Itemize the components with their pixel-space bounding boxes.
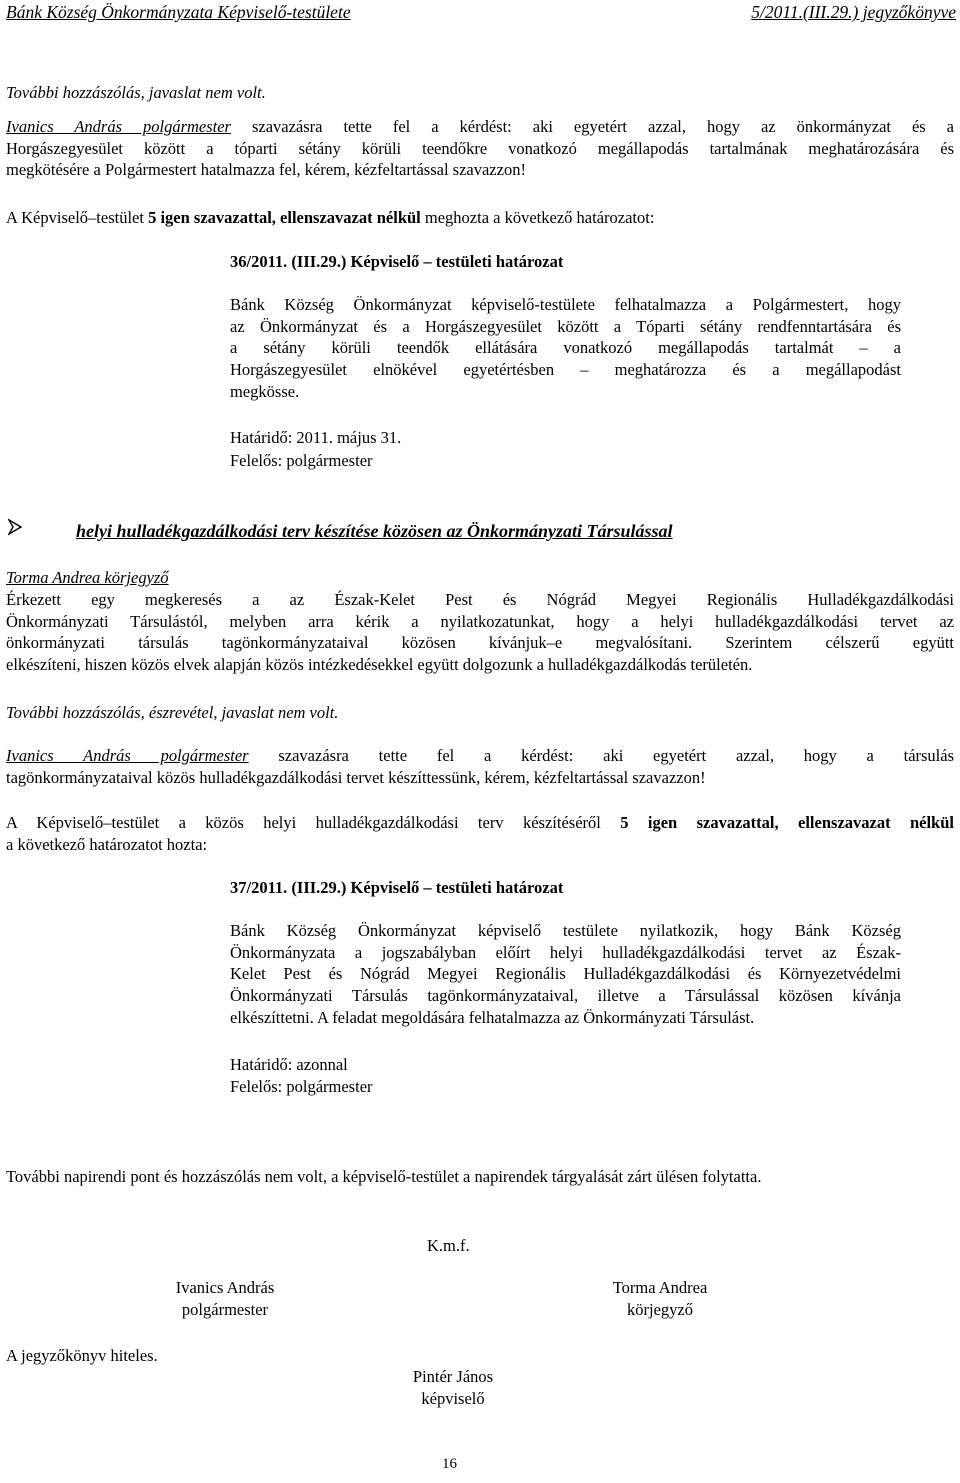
resolution-line: Bánk Község Önkormányzat képviselő-testülete felhatalmazza a Polgármestert, hogy <box>230 295 901 314</box>
resolution-deadline: Határidő: azonnal <box>230 1055 348 1074</box>
signature-notary <box>575 1277 745 1320</box>
paragraph-text: szavazásra tette fel a kérdést: aki egyetért azzal, hogy a társulás <box>248 746 955 765</box>
resolution-line: Horgászegyesület elnökével egyetértésben – meghatározza és a megállapodást <box>230 360 901 380</box>
paragraph-text: önkormányzati társulás tagönkormányzataival közösen kívánjuk–e megvalósítani. Szerintem célszerű együtt <box>6 633 954 653</box>
resolution-line: Kelet Pest és Nógrád Megyei Regionális Hulladékgazdálkodási és Környezetvédelmi <box>230 964 901 984</box>
signer-name: Ivanics András <box>175 1278 275 1297</box>
resolution-line: elkészíttetni. A feladat megoldására felhatalmazza az Önkormányzati Társulást. <box>230 1007 755 1027</box>
section-heading: helyi hulladékgazdálkodási terv készítése közösen az Önkormányzati Társulással <box>76 521 673 541</box>
resolution-deadline: Határidő: 2011. május 31. <box>230 428 402 447</box>
signature-mayor <box>140 1277 310 1320</box>
resolution-line: az Önkormányzat és a Horgászegyesület között a Tóparti sétány rendfenntartására és <box>230 316 901 336</box>
paragraph-text: A Képviselő–testület a közös helyi hulladékgazdálkodási terv készítéséről <box>6 813 621 832</box>
vote-count: 5 igen szavazattal, ellenszavazat nélkül <box>620 813 954 832</box>
resolution-line: Önkormányzati Társulás tagönkormányzataival, illetve a Társulással közösen kívánja <box>230 986 901 1006</box>
closing-paragraph: További napirendi pont és hozzászólás nem volt, a képviselő-testület a napirendek tárgyalását zárt ülésen folytatta. <box>6 1167 762 1186</box>
resolution-title: 36/2011. (III.29.) Képviselő – testületi határozat <box>230 252 564 271</box>
resolution-responsible: Felelős: polgármester <box>230 1077 373 1096</box>
vote-result-paragraph-2 <box>6 812 954 855</box>
resolution-line: a sétány körüli teendők ellátására vonatkozó megállapodás tartalmát – a <box>230 338 901 358</box>
speaker-notary: Torma Andrea körjegyző <box>6 568 169 587</box>
vote-result-paragraph <box>6 207 954 229</box>
header-title: Bánk Község Önkormányzata Képviselő-testülete <box>6 2 351 22</box>
paragraph-text: megkötésére a Polgármestert hatalmazza fel, kérem, kézfeltartással szavazzon! <box>6 160 526 180</box>
resolution-responsible: Felelős: polgármester <box>230 451 373 470</box>
signer-name: Torma Andrea <box>612 1278 708 1297</box>
vote-count: 5 igen szavazattal, ellenszavazat nélkül <box>148 208 421 227</box>
arrow-bullet-icon <box>8 518 22 542</box>
kmf-label: K.m.f. <box>427 1236 470 1255</box>
signer-title: polgármester <box>181 1299 269 1319</box>
authentication-note: A jegyzőkönyv hiteles. <box>6 1346 158 1365</box>
page-number: 16 <box>442 1456 457 1472</box>
speaker-mayor: Ivanics András polgármester <box>6 117 231 136</box>
paragraph-text: elkészíteni, hiszen közös elvek alapján közös intézkedésekkel együtt dolgozunk a hulladékgazdálkodás területén. <box>6 655 753 675</box>
signer-title: képviselő <box>421 1388 485 1408</box>
paragraph-text: a következő határozatot hozta: <box>6 834 208 854</box>
resolution-body <box>230 294 901 403</box>
paragraph-text: Érkezett egy megkeresés a az Észak-Kelet Pest és Nógrád Megyei Regionális Hulladékgazdálkodási <box>6 590 954 609</box>
signer-name: Pintér János <box>412 1367 494 1386</box>
paragraph-text: szavazásra tette fel a kérdést: aki egyetért azzal, hogy az önkormányzat és a <box>230 117 955 136</box>
no-more-comments-note: További hozzászólás, javaslat nem volt. <box>6 83 266 102</box>
speaker-mayor: Ivanics András polgármester <box>6 746 249 765</box>
mayor-vote-paragraph <box>6 116 954 181</box>
header-document-id: 5/2011.(III.29.) jegyzőkönyve <box>751 2 956 22</box>
mayor-vote-paragraph-2 <box>6 745 954 788</box>
signature-representative <box>368 1366 538 1409</box>
notary-paragraph <box>6 589 954 676</box>
resolution-body <box>230 920 901 1029</box>
resolution-line: Önkormányzata a jogszabályban előírt helyi hulladékgazdálkodási tervet az Észak- <box>230 942 901 962</box>
paragraph-text: Önkormányzati Társulástól, melyben arra kérik a nyilatkozatunkat, hogy a helyi hulladékgazdálkodási tervet az <box>6 611 954 631</box>
paragraph-text: A Képviselő–testület <box>6 208 149 227</box>
resolution-line: Bánk Község Önkormányzat képviselő testülete nyilatkozik, hogy Bánk Község <box>230 921 901 940</box>
no-more-remarks-note: További hozzászólás, észrevétel, javaslat nem volt. <box>6 703 339 722</box>
resolution-line: megkösse. <box>230 381 300 401</box>
paragraph-text: tagönkormányzataival közös hulladékgazdálkodási tervet készíttessünk, kérem, kézfeltartással szavazzon! <box>6 767 706 787</box>
paragraph-text: meghozta a következő határozatot: <box>420 208 655 227</box>
signer-title: körjegyző <box>627 1299 693 1319</box>
resolution-title: 37/2011. (III.29.) Képviselő – testületi határozat <box>230 878 564 897</box>
paragraph-text: Horgászegyesület között a tóparti sétány körüli teendőkre vonatkozó megállapodás tartalmának meghatározására és <box>6 138 954 158</box>
